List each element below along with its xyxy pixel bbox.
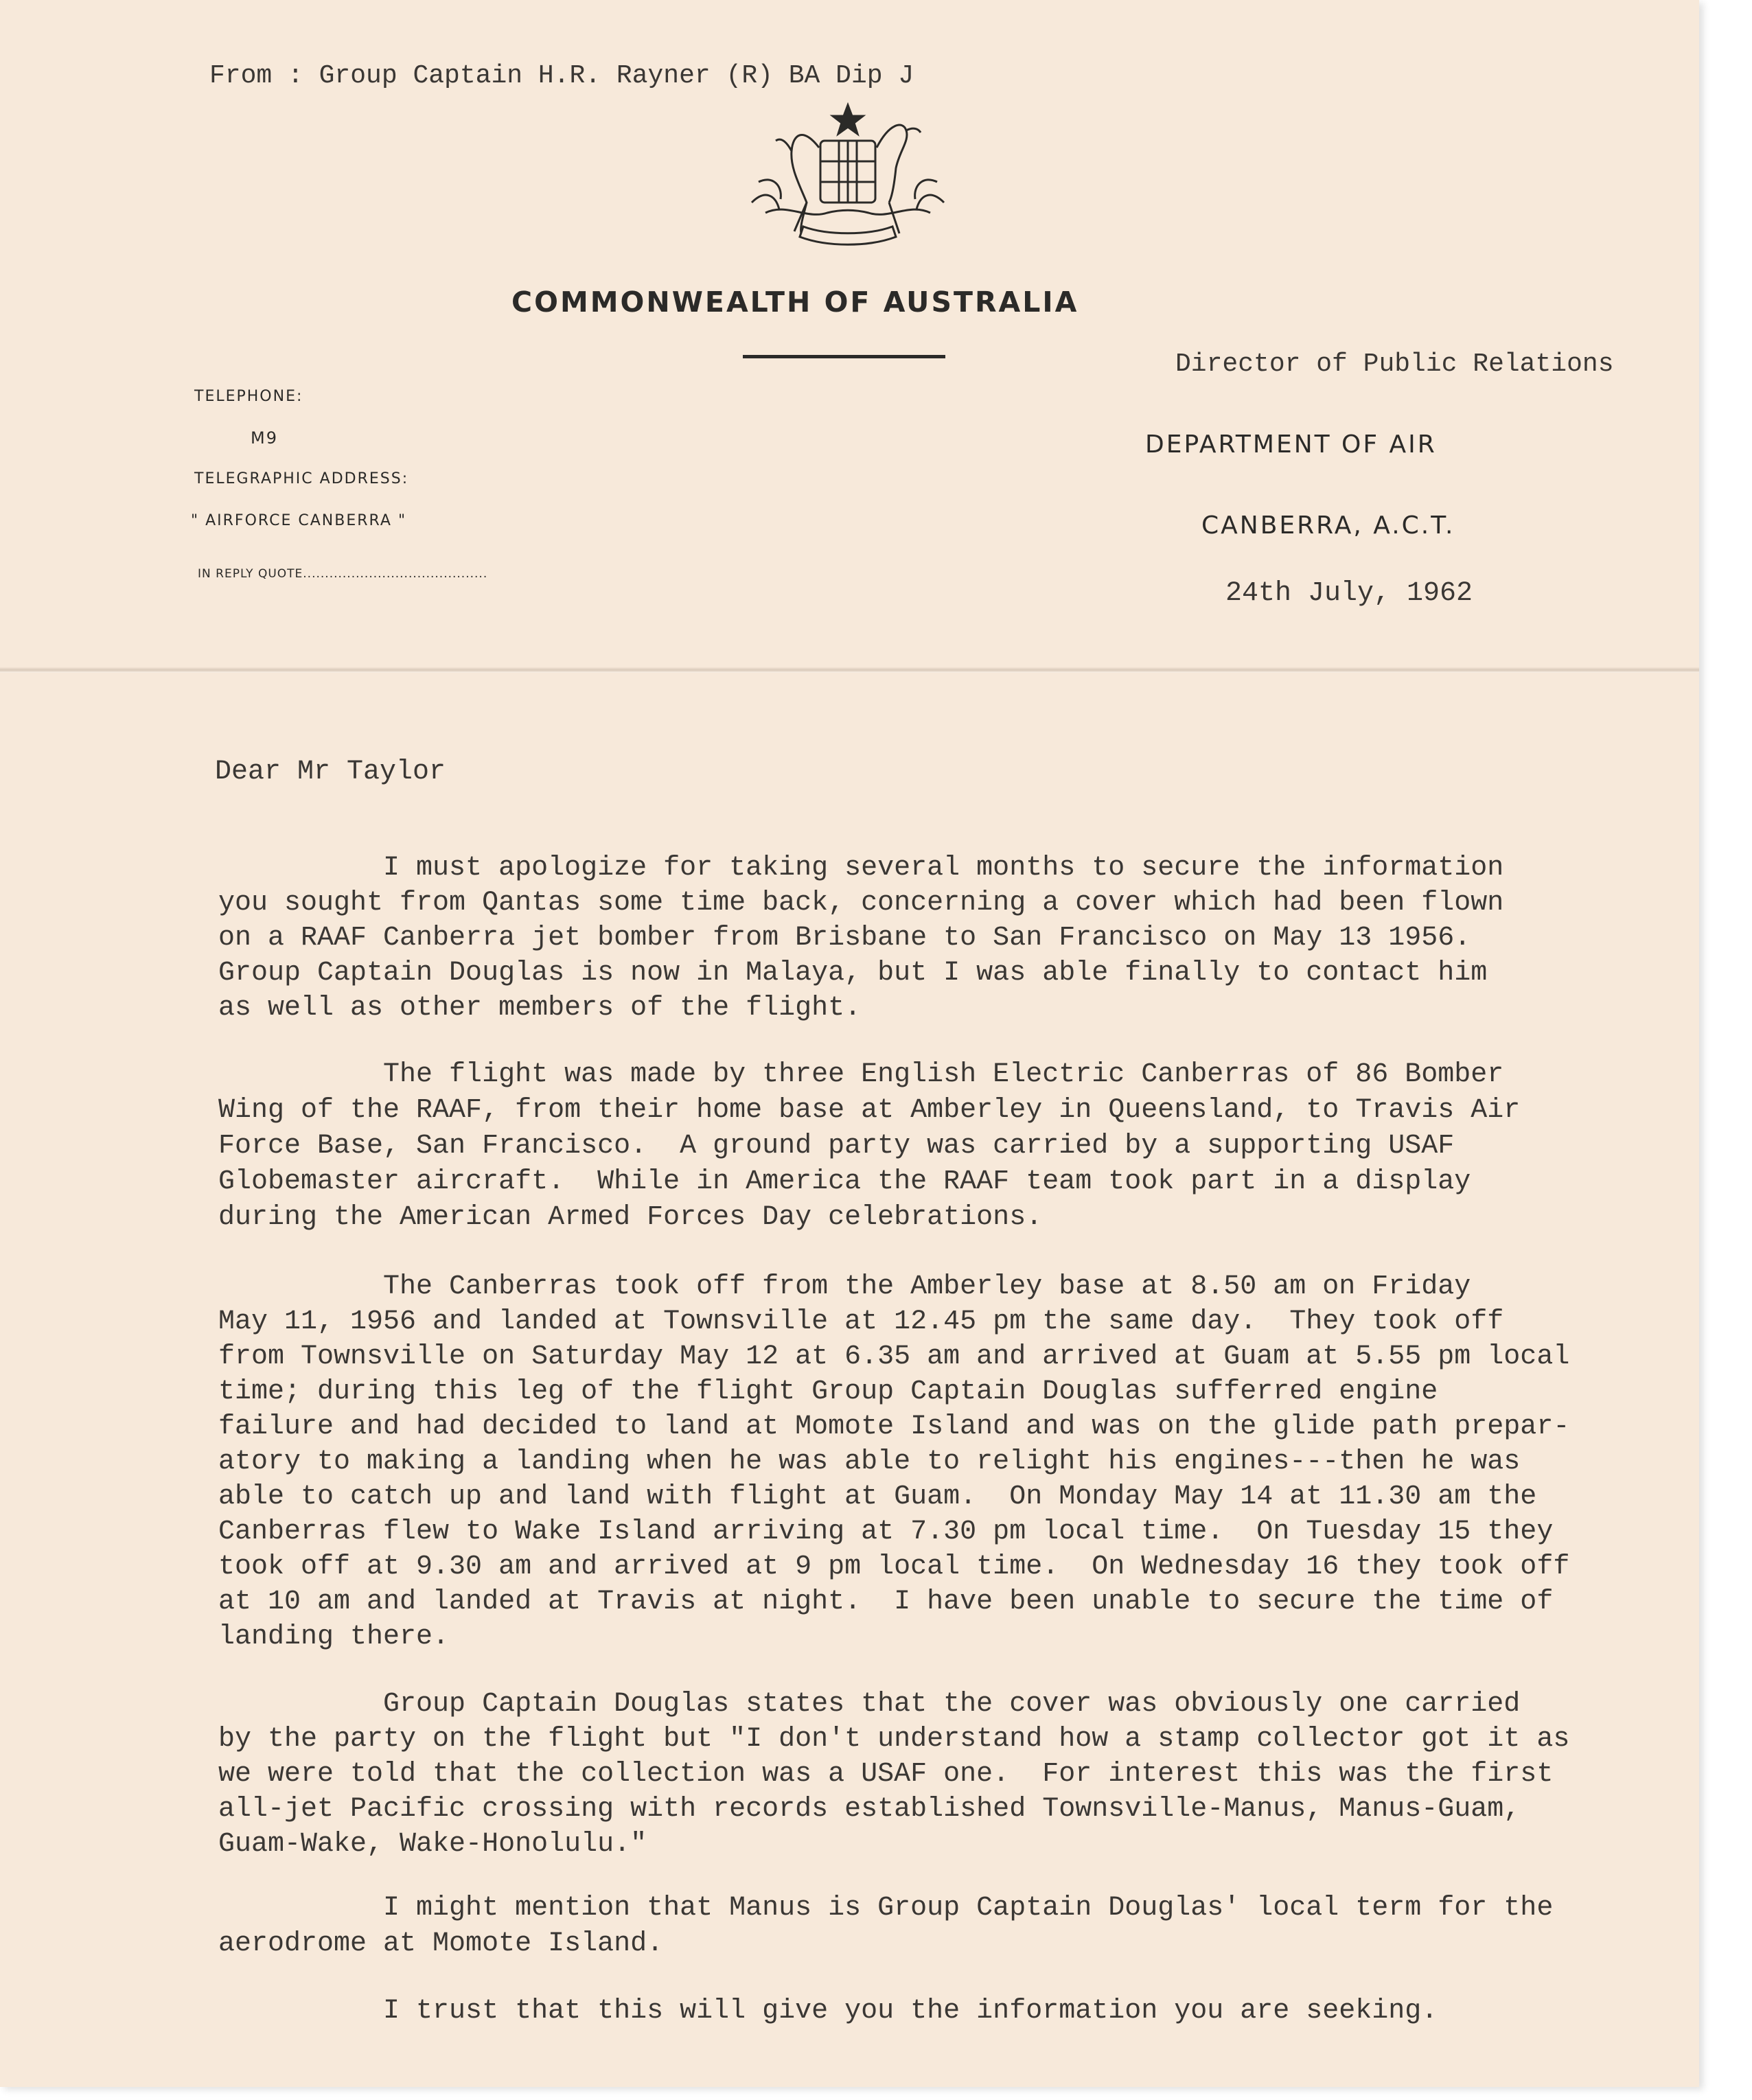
telephone-label: TELEPHONE: <box>194 388 303 405</box>
body-line: during the American Armed Forces Day celebrations. <box>218 1202 1043 1233</box>
body-line: aerodrome at Momote Island. <box>218 1928 664 1959</box>
telephone-value: M9 <box>251 428 278 448</box>
body-line: you sought from Qantas some time back, concerning a cover which had been flown <box>218 888 1504 919</box>
body-line: May 11, 1956 and landed at Townsville at 12.45 pm the same day. They took off <box>218 1306 1504 1337</box>
body-line: failure and had decided to land at Momote Island and was on the glide path prepar- <box>218 1411 1570 1442</box>
telegraphic-address-label: TELEGRAPHIC ADDRESS: <box>194 470 409 487</box>
telegraphic-address-value: " AIRFORCE CANBERRA " <box>191 512 407 529</box>
organization-name: COMMONWEALTH OF AUSTRALIA <box>511 286 1079 319</box>
body-line: I must apologize for taking several months to secure the information <box>218 853 1504 884</box>
body-line: Group Captain Douglas is now in Malaya, but I was able finally to contact him <box>218 958 1488 989</box>
from-line: From : Group Captain H.R. Rayner (R) BA Dip J <box>209 61 914 91</box>
location: CANBERRA, A.C.T. <box>1201 511 1455 540</box>
body-line: time; during this leg of the flight Group Captain Douglas sufferred engine <box>218 1376 1438 1407</box>
reply-quote-field: IN REPLY QUOTE.......................................... <box>198 567 488 581</box>
body-line: landing there. <box>218 1622 450 1652</box>
letter-date: 24th July, 1962 <box>1225 578 1473 609</box>
body-line: atory to making a landing when he was able to relight his engines---then he was <box>218 1446 1521 1477</box>
body-line: by the party on the flight but "I don't understand how a stamp collector got it as <box>218 1724 1570 1755</box>
body-line: took off at 9.30 am and arrived at 9 pm local time. On Wednesday 16 they took off <box>218 1551 1570 1582</box>
body-line: all-jet Pacific crossing with records established Townsville-Manus, Manus-Guam, <box>218 1794 1521 1825</box>
body-line: we were told that the collection was a USAF one. For interest this was the first <box>218 1759 1554 1790</box>
body-line: The Canberras took off from the Amberley base at 8.50 am on Friday <box>218 1271 1471 1302</box>
director-title: Director of Public Relations <box>1175 349 1614 379</box>
body-line: Guam-Wake, Wake-Honolulu." <box>218 1829 647 1860</box>
body-line: Wing of the RAAF, from their home base at Amberley in Queensland, to Travis Air <box>218 1095 1521 1126</box>
department-name: DEPARTMENT OF AIR <box>1145 430 1437 459</box>
body-line: I might mention that Manus is Group Captain Douglas' local term for the <box>218 1893 1554 1924</box>
body-line: at 10 am and landed at Travis at night. I have been unable to secure the time of <box>218 1586 1554 1617</box>
body-line: able to catch up and land with flight at Guam. On Monday May 14 at 11.30 am the <box>218 1481 1537 1512</box>
body-line: Force Base, San Francisco. A ground party was carried by a supporting USAF <box>218 1131 1455 1162</box>
body-line: on a RAAF Canberra jet bomber from Brisbane to San Francisco on May 13 1956. <box>218 923 1471 954</box>
body-line: I trust that this will give you the information you are seeking. <box>218 1996 1438 2027</box>
body-line: as well as other members of the flight. <box>218 993 862 1024</box>
paper-fold-line <box>0 667 1699 673</box>
body-line: Canberras flew to Wake Island arriving at 7.30 pm local time. On Tuesday 15 they <box>218 1516 1554 1547</box>
body-line: Globemaster aircraft. While in America the RAAF team took part in a display <box>218 1166 1471 1197</box>
body-line: Group Captain Douglas states that the cover was obviously one carried <box>218 1689 1521 1720</box>
header-rule <box>743 355 945 358</box>
salutation: Dear Mr Taylor <box>215 757 446 787</box>
body-line: from Townsville on Saturday May 12 at 6.35 am and arrived at Guam at 5.55 pm local <box>218 1341 1570 1372</box>
coat-of-arms-emblem <box>738 100 958 254</box>
body-line: The flight was made by three English Electric Canberras of 86 Bomber <box>218 1059 1504 1090</box>
